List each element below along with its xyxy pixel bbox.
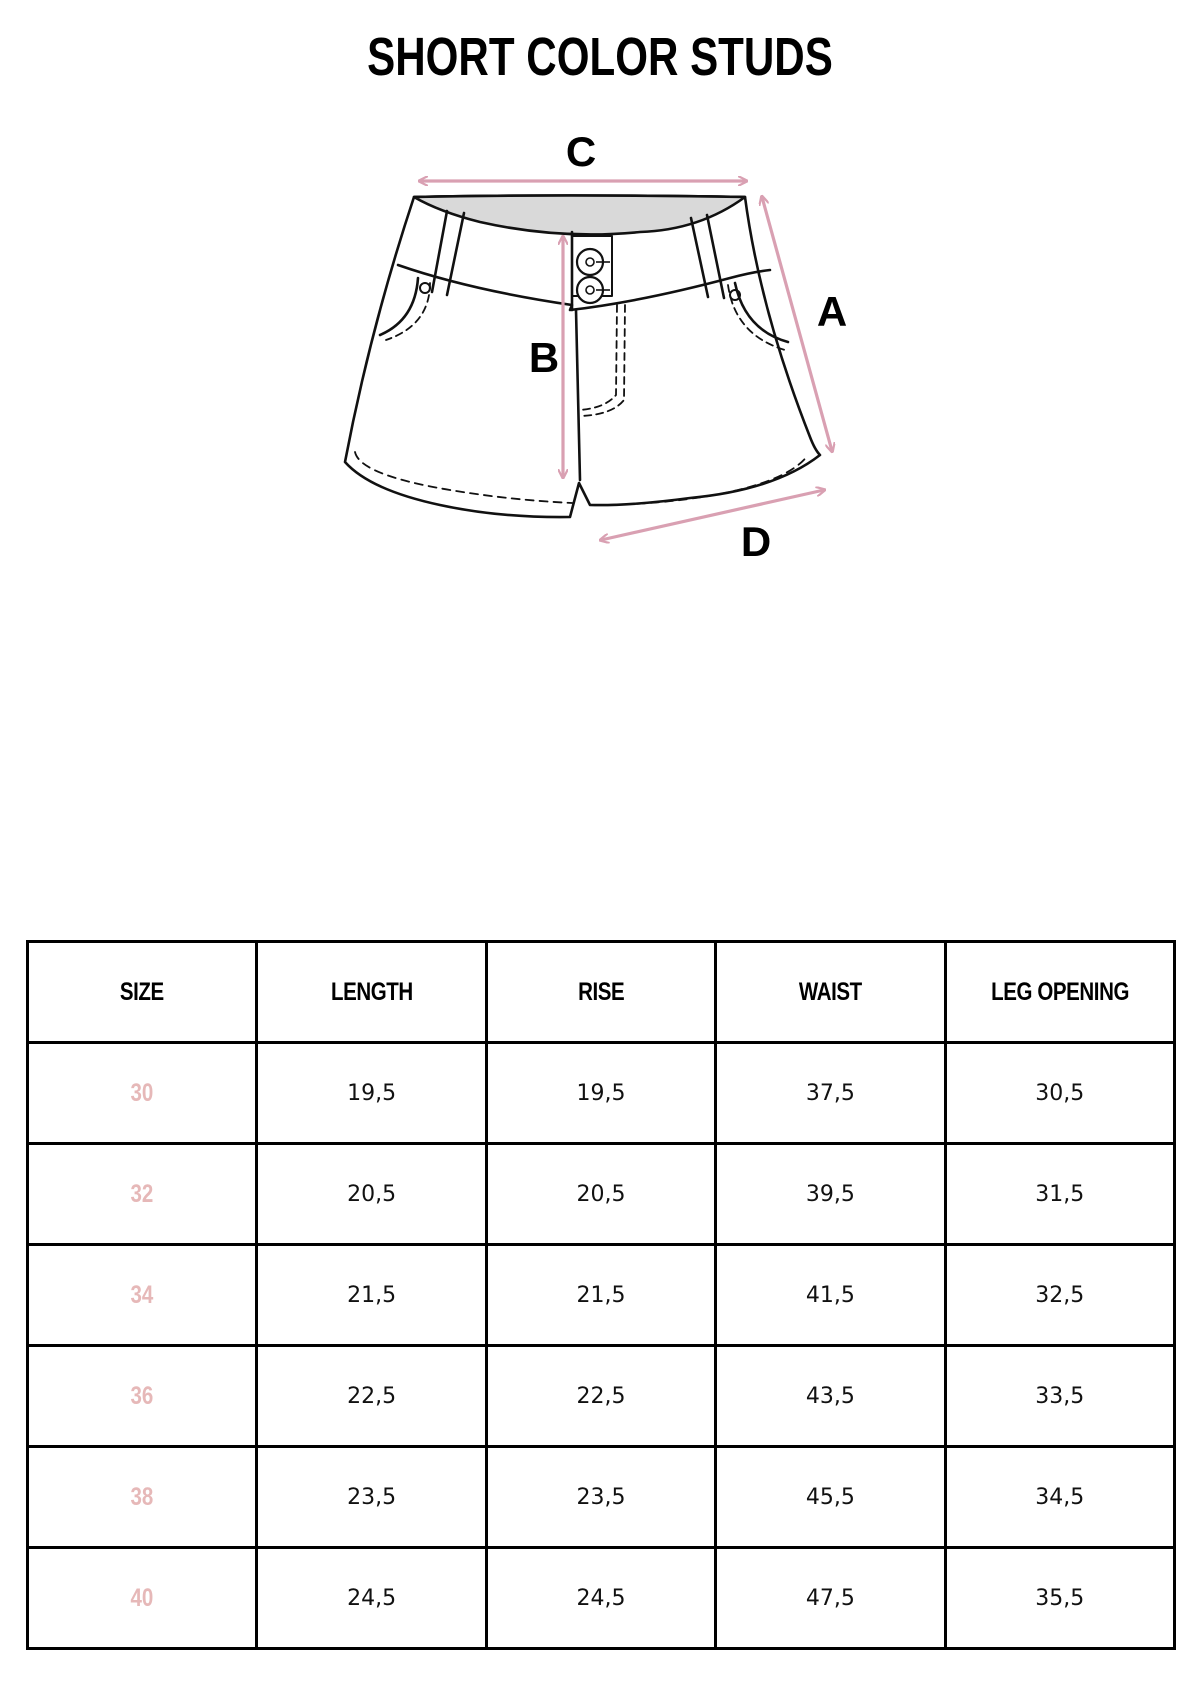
header-leg-opening: LEG OPENING: [945, 942, 1174, 1043]
table-row: [28, 1245, 1175, 1346]
size-value: 36: [28, 1346, 257, 1447]
header-size: SIZE: [28, 942, 257, 1043]
leg-opening-value: 35,5: [945, 1548, 1174, 1649]
leg-opening-value: 33,5: [945, 1346, 1174, 1447]
header-length: LENGTH: [257, 942, 486, 1043]
page-title: SHORT COLOR STUDS: [367, 27, 833, 87]
leg-opening-value: 34,5: [945, 1447, 1174, 1548]
length-value: 19,5: [257, 1043, 486, 1144]
table-header-row: [28, 942, 1175, 1043]
waist-value: 43,5: [716, 1346, 945, 1447]
waist-value: 41,5: [716, 1245, 945, 1346]
size-chart-table: [26, 940, 1176, 1650]
size-value: 38: [28, 1447, 257, 1548]
waist-value: 47,5: [716, 1548, 945, 1649]
size-value: 30: [28, 1043, 257, 1144]
rise-value: 20,5: [486, 1144, 715, 1245]
header-rise: RISE: [486, 942, 715, 1043]
length-value: 21,5: [257, 1245, 486, 1346]
length-value: 23,5: [257, 1447, 486, 1548]
header-waist: WAIST: [716, 942, 945, 1043]
leg-opening-value: 31,5: [945, 1144, 1174, 1245]
rise-value: 24,5: [486, 1548, 715, 1649]
leg-opening-value: 32,5: [945, 1245, 1174, 1346]
table-body: [28, 1043, 1175, 1649]
waist-value: 45,5: [716, 1447, 945, 1548]
rise-value: 23,5: [486, 1447, 715, 1548]
table-row: [28, 1043, 1175, 1144]
leg-opening-value: 30,5: [945, 1043, 1174, 1144]
shorts-outline: [345, 196, 820, 518]
length-value: 20,5: [257, 1144, 486, 1245]
size-value: 32: [28, 1144, 257, 1245]
size-value: 40: [28, 1548, 257, 1649]
label-c: C: [565, 128, 597, 175]
length-value: 24,5: [257, 1548, 486, 1649]
label-b: B: [528, 334, 560, 381]
rise-value: 19,5: [486, 1043, 715, 1144]
length-value: 22,5: [257, 1346, 486, 1447]
size-value: 34: [28, 1245, 257, 1346]
rise-value: 21,5: [486, 1245, 715, 1346]
waist-value: 37,5: [716, 1043, 945, 1144]
table-row: [28, 1144, 1175, 1245]
label-d: D: [740, 518, 772, 565]
shorts-measurement-diagram: [0, 0, 1200, 620]
shorts-drawing: [345, 196, 820, 518]
table-row: [28, 1346, 1175, 1447]
label-a: A: [816, 288, 848, 335]
waist-value: 39,5: [716, 1144, 945, 1245]
table-row: [28, 1548, 1175, 1649]
table-row: [28, 1447, 1175, 1548]
rise-value: 22,5: [486, 1346, 715, 1447]
